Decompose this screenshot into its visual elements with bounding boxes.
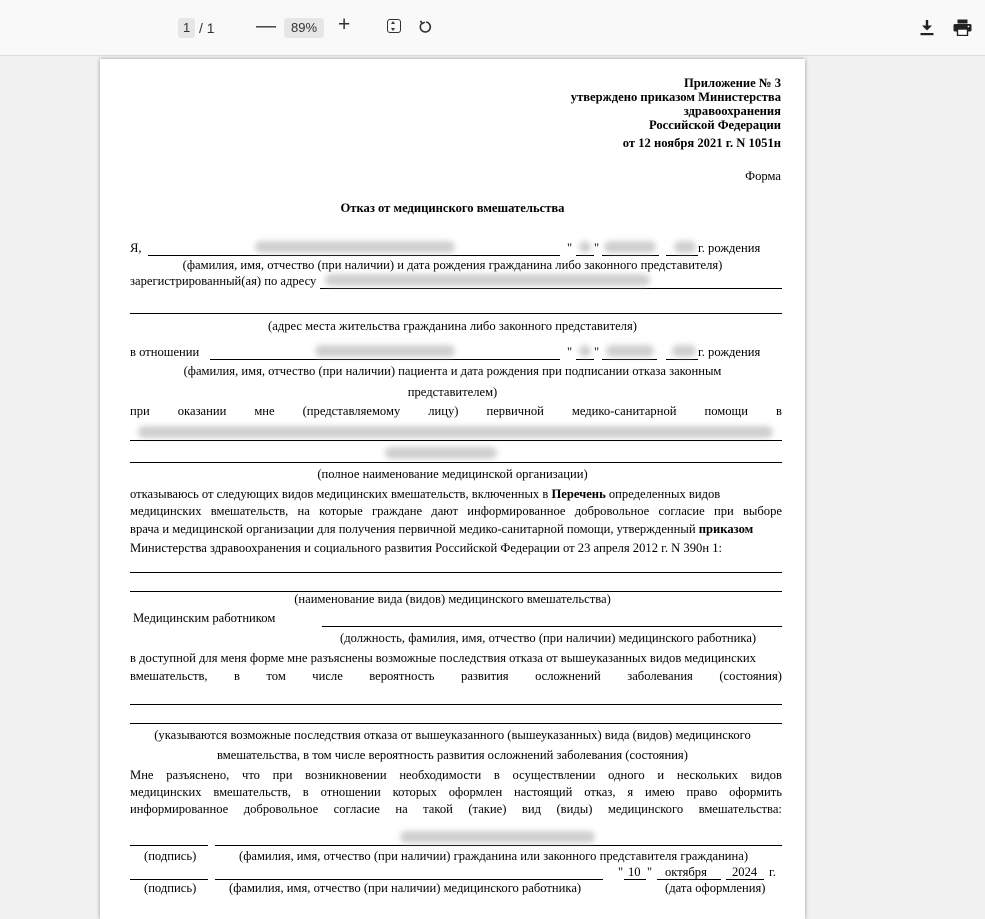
month-line-2 (602, 359, 657, 360)
doc.p3_line2_words-word: настоящий (514, 785, 573, 799)
caption-patient-2: представителем) (407, 385, 498, 399)
doc.p3_line1_words-word: видов (750, 768, 782, 782)
doc.p2_line2_words-word: в (234, 669, 240, 683)
document-title: Отказ от медицинского вмешательства (340, 201, 565, 215)
address-line-2 (130, 313, 782, 314)
doc.p3_line2_words-word: право (686, 785, 718, 799)
redacted-org-2 (385, 447, 497, 459)
doc.p1_line2-word: добровольное (574, 504, 650, 518)
redacted-year (674, 241, 696, 253)
signature-line-2 (130, 879, 208, 880)
doc.p2_line2_words-word: том (266, 669, 286, 683)
fio-line (148, 255, 560, 256)
patient-line (210, 359, 560, 360)
doc.p3_line3_words-word: добровольное (243, 802, 319, 816)
p2-line-1: в доступной для меня форме мне разъяснены возможные последствия отказа от вышеуказанных видов медицинских (130, 651, 756, 665)
doc.p3_line1_words-word: осуществлении (512, 768, 596, 782)
doc.p3_line2_words-word: которых (392, 785, 437, 799)
quote-open: " (567, 241, 573, 255)
header-line-2: утверждено приказом Министерства (570, 90, 781, 104)
prikaz-link[interactable]: приказом (698, 522, 754, 536)
month-line (602, 255, 659, 256)
citizen-name-line (215, 845, 782, 846)
redacted-address (325, 274, 650, 286)
zoom-in-button[interactable]: + (338, 13, 351, 36)
redacted-year-2 (672, 345, 696, 357)
ya-label: Я, (130, 241, 142, 255)
signature-caption-1: (подпись) (144, 849, 197, 863)
p1-line-3: врача и медицинской организации для получения первичной медико-санитарной помощи, утвержденный приказом (130, 522, 754, 536)
doc.providing_words-word: медико-санитарной (571, 404, 677, 418)
doc.p1_line2-word: на (297, 504, 310, 518)
year-line-2 (666, 359, 698, 360)
signature-caption-2: (подпись) (144, 881, 197, 895)
signature-line-1 (130, 845, 208, 846)
date-year-line (726, 879, 764, 880)
date-quote-open: " (618, 865, 624, 879)
doc.p3_line3_words-word: (такие) (468, 802, 507, 816)
day-line (576, 255, 594, 256)
doc.p3_line2_words-word: имею (644, 785, 675, 799)
doc.p3_line2_words-word: вмешательств, (213, 785, 291, 799)
doc.p2_line2_words-word: заболевания (627, 669, 693, 683)
doc.p2_line2_words-word: осложнений (535, 669, 601, 683)
download-icon[interactable] (919, 19, 935, 36)
doc.p3_line3_words-word: медицинского (607, 802, 684, 816)
doc.providing_words-word: лицу) (428, 404, 459, 418)
consequences-line-2 (130, 723, 782, 724)
doc.p3_line2_words-word: оформить (729, 785, 782, 799)
p1-line-1: отказываюсь от следующих видов медицинских вмешательств, включенных в Перечень определенных видов (130, 487, 721, 501)
doc.p3_line1_words-word: при (272, 768, 293, 782)
doc.p3_line3_words-word: информированное (130, 802, 229, 816)
perechen-link[interactable]: Перечень (551, 487, 606, 501)
doc.p3_line1_words-word: в (493, 768, 500, 782)
doc.p1_line2-word: вмешательств, (210, 504, 289, 518)
registered-label: зарегистрированный(ая) по адресу (130, 274, 317, 288)
date-day: 10 (628, 865, 641, 879)
doc.p1_line2-word: медицинских (130, 504, 202, 518)
header-line-3: здравоохранения (683, 104, 781, 118)
quote-open-2: " (567, 345, 573, 359)
date-quote-close: " (647, 865, 653, 879)
caption-citizen: (фамилия, имя, отчество (при наличии) гражданина или законного представителя гражданина) (239, 849, 749, 863)
date-month: октября (665, 865, 707, 879)
doc.p1_line2-word: информированное (467, 504, 566, 518)
doc.p3_line1_words-word: возникновении (305, 768, 387, 782)
doc.p3_line1_words-word: одного (608, 768, 645, 782)
redacted-patient (315, 345, 455, 357)
doc.p3_line2_words-word: отказ, (584, 785, 616, 799)
doc.providing_words-word: первичной (486, 404, 544, 418)
doc.p2_line2_words-word: (состояния) (719, 669, 782, 683)
quote-close-2: " (594, 345, 600, 359)
doc.p3_line3_words-word: вмешательства: (698, 802, 782, 816)
doc.p3_line3_words-word: на (395, 802, 408, 816)
doc.p3_line3_words-word: (виды) (556, 802, 593, 816)
doc.providing_words-word: мне (254, 404, 275, 418)
date-year-suffix: г. (769, 865, 776, 879)
zoom-level-input[interactable]: 89% (284, 18, 324, 38)
form-label: Форма (745, 169, 781, 183)
rotate-icon[interactable] (419, 19, 433, 33)
redacted-day-2 (579, 345, 591, 357)
med-worker-name-line (215, 879, 603, 880)
quote-close: " (594, 241, 600, 255)
page-number-input[interactable]: 1 (178, 18, 195, 38)
intervention-line-1 (130, 572, 782, 573)
doc.p3_line1_words-word: и (657, 768, 665, 782)
birth-label: г. рождения (698, 241, 761, 255)
doc.p1_line2-word: граждане (371, 504, 423, 518)
caption-intervention: (наименование вида (видов) медицинского вмешательства) (294, 592, 611, 606)
redacted-citizen-name (400, 831, 595, 843)
doc.p3_line1_words-word: нескольких (676, 768, 738, 782)
doc.p2_line2_words-word: вероятность (369, 669, 435, 683)
doc.p3_line2_words-word: оформлен (448, 785, 503, 799)
doc.p1_line2-word: выборе (742, 504, 782, 518)
doc.p1_line2-word: которые (319, 504, 363, 518)
pdf-toolbar (0, 0, 985, 56)
doc.providing_words-word: помощи (704, 404, 748, 418)
p1-line-2 (130, 504, 782, 519)
birth-label-2: г. рождения (698, 345, 761, 359)
doc.providing_words-word: (представляемому (302, 404, 401, 418)
worker-line (322, 626, 782, 627)
p3-line-1 (130, 768, 782, 783)
caption-fio: (фамилия, имя, отчество (при наличии) и дата рождения гражданина либо законного представителя) (182, 258, 723, 272)
redacted-month-2 (606, 345, 654, 357)
doc.p3_line1_words-word: необходимости (399, 768, 482, 782)
year-line (666, 255, 698, 256)
redacted-day (579, 241, 591, 253)
page-count: / 1 (199, 20, 215, 36)
caption-consequences-1: (указываются возможные последствия отказа от вышеуказанного (вышеуказанных) вида (видов) медицинского (154, 728, 751, 742)
caption-worker: (должность, фамилия, имя, отчество (при наличии) медицинского работника) (340, 631, 757, 645)
doc.p3_line1_words-word: разъяснено, (166, 768, 230, 782)
redacted-month (604, 241, 656, 253)
print-icon[interactable] (953, 19, 972, 36)
date-day-line (624, 879, 646, 880)
p3-line-2 (130, 785, 782, 800)
date-year: 2024 (732, 865, 758, 879)
doc.p3_line3_words-word: согласие (333, 802, 380, 816)
doc.p3_line3_words-word: такой (423, 802, 453, 816)
regarding-label: в отношении (130, 345, 200, 359)
p2-line-2 (130, 669, 782, 684)
header-line-4: Российской Федерации (648, 118, 781, 132)
providing-line (130, 404, 782, 419)
p1-line-4: Министерства здравоохранения и социального развития Российской Федерации от 23 апреля 2012 г. N 390н 1: (130, 541, 723, 555)
doc.p3_line1_words-word: Мне (130, 768, 154, 782)
redacted-org-1 (138, 426, 773, 438)
fit-page-icon[interactable] (387, 19, 401, 33)
doc.p3_line2_words-word: медицинских (130, 785, 202, 799)
caption-med-worker: (фамилия, имя, отчество (при наличии) медицинского работника) (229, 881, 582, 895)
doc.p3_line1_words-word: что (242, 768, 260, 782)
document-page (100, 59, 805, 919)
address-line-1 (320, 288, 782, 289)
caption-consequences-2: вмешательства, в том числе вероятность развития осложнений заболевания (состояния) (217, 748, 688, 762)
doc.providing_words-word: оказании (177, 404, 227, 418)
p3-line-3 (130, 802, 782, 817)
doc.p3_line3_words-word: вид (521, 802, 541, 816)
caption-address: (адрес места жительства гражданина либо законного представителя) (268, 319, 637, 333)
doc.p2_line2_words-word: числе (312, 669, 343, 683)
caption-org: (полное наименование медицинской организации) (317, 467, 588, 481)
doc.p1_line2-word: согласие (658, 504, 705, 518)
org-line-1 (130, 440, 782, 441)
caption-date: (дата оформления) (665, 881, 766, 895)
header-line-1: Приложение № 3 (683, 76, 781, 90)
header-line-5: от 12 ноября 2021 г. N 1051н (622, 136, 781, 150)
zoom-out-button[interactable]: — (256, 15, 276, 37)
consequences-line-1 (130, 704, 782, 705)
org-line-2 (130, 462, 782, 463)
doc.providing_words-word: при (130, 404, 150, 418)
doc.p3_line2_words-word: отношении (320, 785, 381, 799)
doc.p2_line2_words-word: вмешательств, (130, 669, 208, 683)
date-month-line (657, 879, 721, 880)
redacted-fio (255, 241, 455, 253)
doc.p2_line2_words-word: развития (461, 669, 509, 683)
caption-patient-1: (фамилия, имя, отчество (при наличии) пациента и дата рождения при подписании отказа законным (183, 364, 722, 378)
doc.providing_words-word: в (775, 404, 782, 418)
doc.p1_line2-word: при (713, 504, 734, 518)
doc.p3_line2_words-word: в (302, 785, 309, 799)
day-line-2 (576, 359, 594, 360)
doc.p3_line2_words-word: я (627, 785, 634, 799)
med-worker-label: Медицинским работником (133, 611, 276, 625)
doc.p1_line2-word: дают (431, 504, 459, 518)
